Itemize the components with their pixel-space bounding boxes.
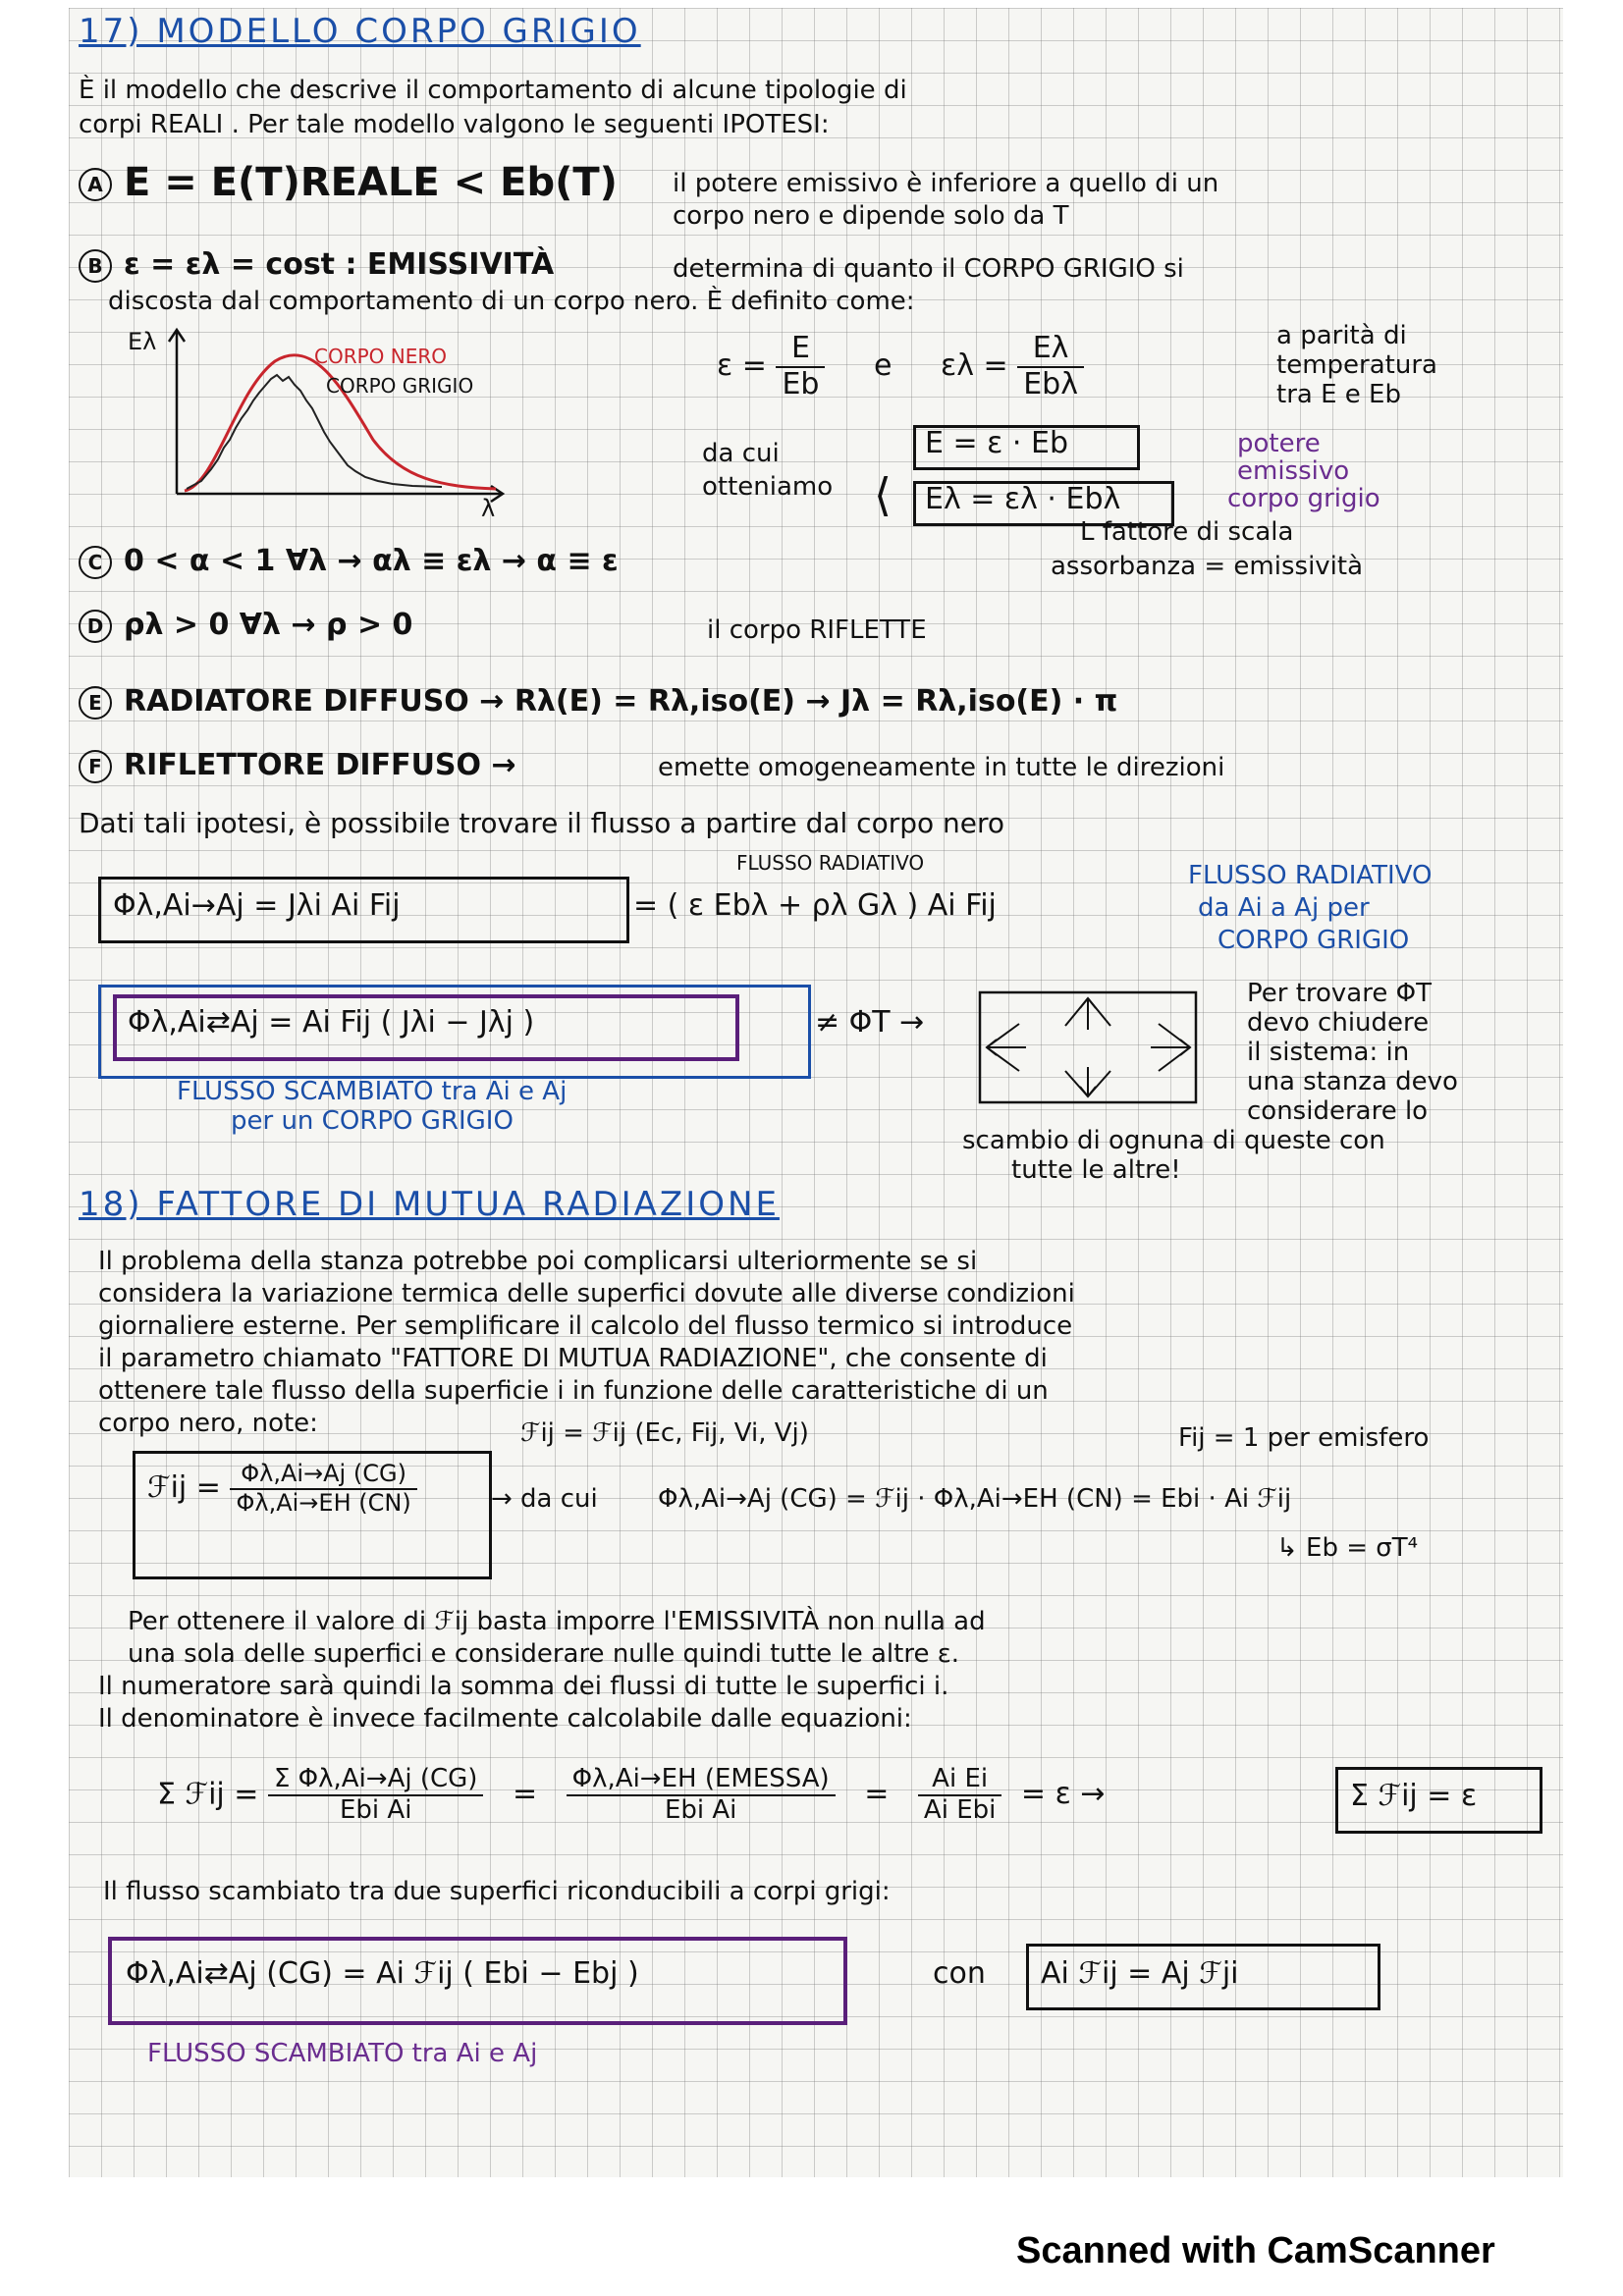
s18-paragraph-line-1: Il problema della stanza potrebbe poi complicarsi ulteriormente se si [98,1247,978,1276]
sum-equals-2: = [864,1777,890,1812]
sum-fraction-3 [918,1765,1001,1826]
hypothesis-d-note: il corpo RIFLETTE [707,615,927,645]
da-cui-1: da cui [702,439,780,468]
sum-numerator-3: Ai Ei [918,1765,1001,1796]
hypothesis-d-formula: ρλ > 0 ∀λ → ρ > 0 [124,608,413,642]
definition-note-1: a parità di [1276,321,1407,350]
result-1: E = ε · Eb [925,426,1068,460]
camscanner-footer: Scanned with CamScanner [1016,2230,1495,2271]
fij-function: ℱij = ℱij (Ec, Fij, Vi, Vj) [520,1418,809,1448]
final-relation: Ai ℱij = Aj ℱji [1041,1956,1239,1991]
hypothesis-a-note-2: corpo nero e dipende solo da T [673,201,1069,231]
flux-1-right: = ( ε Ebλ + ρλ Gλ ) Ai Fij [633,888,997,923]
hypothesis-e-formula: RADIATORE DIFFUSO → Rλ(E) = Rλ,iso(E) → Jλ = Rλ,iso(E) · π [124,684,1118,719]
section-17-title: 17) MODELLO CORPO GRIGIO [79,12,641,51]
epsilon-lambda-numerator: Eλ [1017,332,1084,368]
result-note-3: corpo grigio [1227,484,1380,513]
fij-numerator: Φλ,Ai→Aj (CG) [230,1461,416,1490]
s18-paragraph-line-9: Il numeratore sarà quindi la somma dei flussi di tutte le superfici i. [98,1672,949,1701]
hypothesis-d-mark: D [79,610,112,643]
sum-denominator-2: Ebi Ai [664,1794,737,1825]
sum-result: = ε → [1020,1777,1106,1812]
hypothesis-a-mark: A [79,168,112,201]
hypothesis-e [79,685,1117,720]
sum-equation [157,1765,1105,1826]
epsilon-numerator: E [776,332,825,368]
fij-lhs: ℱij = [147,1470,221,1506]
flux-2-note-2: per un CORPO GRIGIO [231,1106,514,1136]
s18-paragraph-line-11: Il flusso scambiato tra due superfici riconducibili a corpi grigi: [103,1877,891,1906]
fij-fraction [230,1461,416,1517]
room-note-3: il sistema: in [1247,1038,1410,1067]
hypothesis-c [79,545,619,579]
spectrum-plot [108,322,520,518]
result-note-2: emissivo [1237,456,1350,486]
room-note-4: una stanza devo [1247,1067,1458,1096]
final-note: FLUSSO SCAMBIATO tra Ai e Aj [147,2039,538,2068]
sum-denominator-1: Ebi Ai [339,1794,412,1825]
hypothesis-a-note-1: il potere emissivo è inferiore a quello di un [673,169,1219,198]
result-note-4: L fattore di scala [1080,517,1294,547]
hypothesis-c-formula: 0 < α < 1 ∀λ → αλ ≡ ελ → α ≡ ε [124,544,619,578]
fij-relation: Φλ,Ai→Aj (CG) = ℱij · Φλ,Ai→EH (CN) = Ebi · Ai ℱij [658,1484,1292,1514]
black-body-label: CORPO NERO [314,345,447,368]
flux-2-not-equal: ≠ ΦT → [815,1005,925,1040]
sum-lhs: Σ ℱij = [157,1777,259,1812]
room-note-7: tutte le altre! [1011,1155,1181,1185]
da-cui-2: otteniamo [702,472,834,502]
flux-1-note-3: CORPO GRIGIO [1217,926,1410,955]
s18-paragraph-line-10: Il denominatore è invece facilmente calcolabile dalle equazioni: [98,1704,912,1734]
room-note-2: devo chiudere [1247,1008,1430,1038]
room-note-1: Per trovare ΦT [1247,979,1432,1008]
result-brace: ⟨ [874,468,892,521]
final-flux: Φλ,Ai⇄Aj (CG) = Ai ℱij ( Ebi − Ebj ) [126,1956,639,1991]
intro-line-2: corpi REALI . Per tale modello valgono le seguenti IPOTESI: [79,110,830,139]
hypothesis-e-mark: E [79,686,112,720]
epsilon-lhs: ε = [717,348,767,383]
sum-numerator-1: Σ Φλ,Ai→Aj (CG) [268,1765,483,1796]
notebook-page [69,8,1563,2177]
hypothesis-c-mark: C [79,546,112,579]
flux-1-note-2: da Ai a Aj per [1198,893,1370,923]
fij-hemisphere-note: Fij = 1 per emisfero [1178,1423,1430,1453]
flux-2-formula: Φλ,Ai⇄Aj = Ai Fij ( Jλi − Jλj ) [128,1005,535,1040]
hypothesis-d [79,609,412,643]
dati-line: Dati tali ipotesi, è possibile trovare il flusso a partire dal corpo nero [79,807,1005,839]
sum-numerator-2: Φλ,Ai→EH (EMESSA) [567,1765,836,1796]
room-note-6: scambio di ognuna di queste con [962,1126,1385,1155]
sum-denominator-3: Ai Ebi [923,1794,997,1825]
epsilon-fraction [776,332,825,401]
definition-note-2: temperatura [1276,350,1437,380]
hypothesis-b-mark: B [79,249,112,283]
flux-1-note-1: FLUSSO RADIATIVO [1188,861,1433,890]
flux-2-note-1: FLUSSO SCAMBIATO tra Ai e Aj [177,1077,568,1106]
epsilon-definition [717,332,1084,401]
epsilon-lambda-fraction [1017,332,1084,401]
hypothesis-b-note-1: determina di quanto il CORPO GRIGIO si [673,254,1184,284]
sum-fraction-1 [268,1765,483,1826]
s18-paragraph-line-4: il parametro chiamato "FATTORE DI MUTUA RADIAZIONE", che consente di [98,1344,1048,1373]
epsilon-lambda-lhs: ελ = [941,348,1008,383]
hypothesis-f-note: emette omogeneamente in tutte le direzioni [658,753,1225,782]
hypothesis-b-formula: ε = ελ = cost : EMISSIVITÀ [124,247,555,282]
sum-fraction-2 [567,1765,836,1826]
fij-eb-note: ↳ Eb = σT⁴ [1276,1533,1419,1563]
hypothesis-f-mark: F [79,750,112,783]
intro-line-1: È il modello che descrive il comportamento di alcune tipologie di [79,76,907,105]
fij-da-cui: → da cui [491,1484,598,1514]
plot-x-label: λ [481,495,496,518]
fij-definition [147,1461,417,1517]
result-note-1: potere [1237,429,1321,458]
hypothesis-a [79,160,618,205]
hypothesis-c-note: assorbanza = emissività [1051,552,1364,581]
room-arrows [987,998,1190,1096]
room-note-5: considerare lo [1247,1096,1429,1126]
hypothesis-a-formula: E = E(T)REALE < Eb(T) [124,160,618,205]
s18-paragraph-line-6: corpo nero, note: [98,1409,318,1438]
result-2: Eλ = ελ · Ebλ [925,482,1121,516]
hypothesis-f [79,749,516,783]
hypothesis-b [79,248,554,283]
s18-paragraph-line-7: Per ottenere il valore di ℱij basta imporre l'EMISSIVITÀ non nulla ad [128,1607,986,1636]
s18-paragraph-line-2: considera la variazione termica delle superfici dovute alle diverse condizioni [98,1279,1075,1308]
fij-denominator: Φλ,Ai→EH (CN) [236,1488,411,1517]
section-18-title: 18) FATTORE DI MUTUA RADIAZIONE [79,1185,780,1224]
grey-body-label: CORPO GRIGIO [326,374,474,398]
epsilon-and: e [873,348,893,383]
definition-note-3: tra E e Eb [1276,380,1401,409]
sum-result-boxed: Σ ℱij = ε [1350,1779,1478,1813]
flux-1-left: Φλ,Ai→Aj = Jλi Ai Fij [113,888,401,923]
final-con: con [933,1956,986,1991]
flusso-radiativo-label: FLUSSO RADIATIVO [736,851,925,875]
hypothesis-b-note-2: discosta dal comportamento di un corpo nero. È definito come: [108,287,915,316]
epsilon-lambda-denominator: Ebλ [1023,366,1078,401]
room-diagram [972,985,1208,1112]
hypothesis-f-formula: RIFLETTORE DIFFUSO → [124,748,516,782]
s18-paragraph-line-3: giornaliere esterne. Per semplificare il calcolo del flusso termico si introduce [98,1311,1073,1341]
s18-paragraph-line-8: una sola delle superfici e considerare nulle quindi tutte le altre ε. [128,1639,960,1669]
epsilon-denominator: Eb [782,366,820,401]
sum-equals-1: = [512,1777,538,1812]
plot-y-label: Eλ [128,328,157,355]
s18-paragraph-line-5: ottenere tale flusso della superficie i in funzione delle caratteristiche di un [98,1376,1049,1406]
